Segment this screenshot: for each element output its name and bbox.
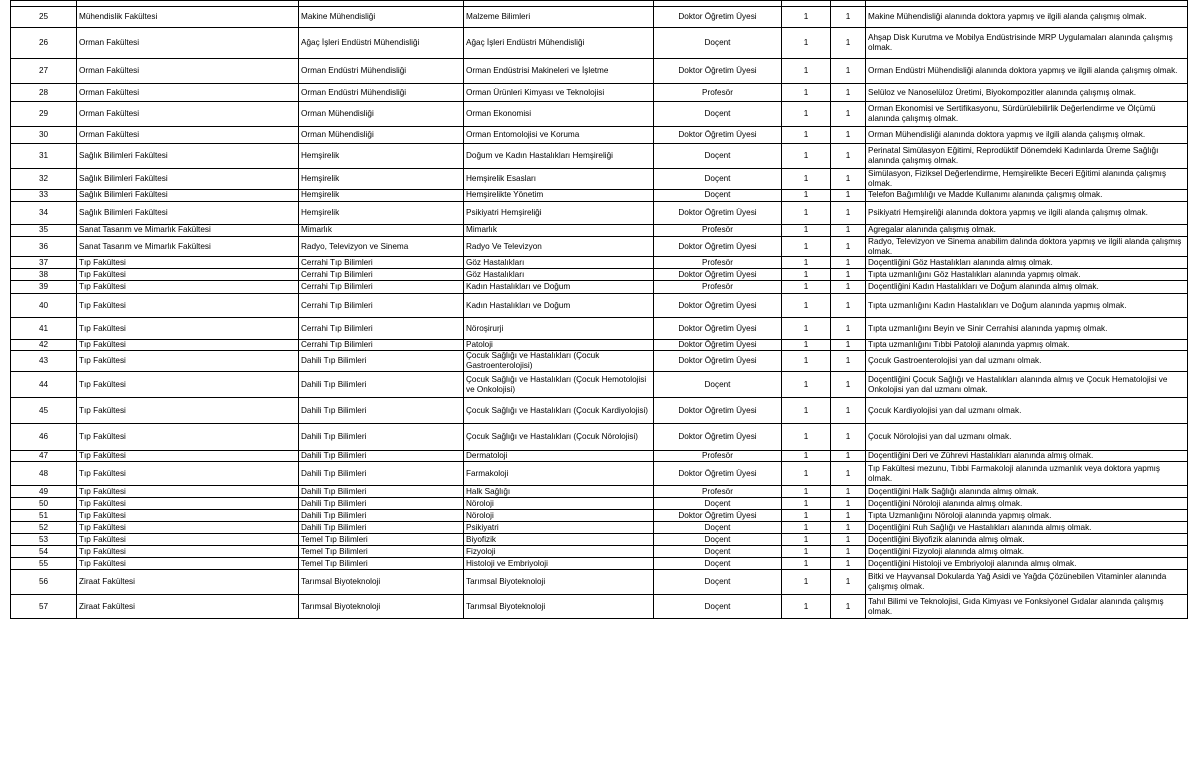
division-cell: Çocuk Sağlığı ve Hastalıkları (Çocuk Gastroenterolojisi) (464, 351, 654, 372)
table-row (11, 486, 1188, 498)
count-cell: 1 (831, 318, 866, 340)
position-table (10, 0, 1188, 619)
department-cell: Dahili Tıp Bilimleri (299, 522, 464, 534)
faculty-cell: Tıp Fakültesi (77, 351, 299, 372)
table-body (11, 1, 1188, 619)
division-cell: Mimarlık (464, 224, 654, 236)
count-cell: 1 (831, 372, 866, 398)
department-cell: Dahili Tıp Bilimleri (299, 372, 464, 398)
faculty-cell: Tıp Fakültesi (77, 510, 299, 522)
degree-cell: 1 (782, 318, 831, 340)
row-number: 44 (11, 372, 77, 398)
department-cell: Dahili Tıp Bilimleri (299, 351, 464, 372)
requirement-cell: Psikiyatri Hemşireliği alanında doktora yapmış ve ilgili alanda çalışmış olmak. (866, 201, 1188, 224)
faculty-cell: Sağlık Bilimleri Fakültesi (77, 169, 299, 190)
faculty-cell: Orman Fakültesi (77, 28, 299, 59)
faculty-cell: Sağlık Bilimleri Fakültesi (77, 144, 299, 169)
title-cell: Doktor Öğretim Üyesi (654, 351, 782, 372)
department-cell: Tarımsal Biyoteknoloji (299, 570, 464, 595)
division-cell: Histoloji ve Embriyoloji (464, 558, 654, 570)
title-cell: Doktor Öğretim Üyesi (654, 127, 782, 144)
requirement-cell: Simülasyon, Fiziksel Değerlendirme, Hemşirelikte Beceri Eğitimi alanında çalışmış olmak. (866, 169, 1188, 190)
count-cell: 1 (831, 127, 866, 144)
division-cell: Tarımsal Biyoteknoloji (464, 570, 654, 595)
table-row (11, 201, 1188, 224)
table-row (11, 462, 1188, 486)
degree-cell: 1 (782, 281, 831, 294)
row-number: 25 (11, 7, 77, 28)
department-cell: Dahili Tıp Bilimleri (299, 398, 464, 424)
degree-cell: 1 (782, 522, 831, 534)
row-number: 34 (11, 201, 77, 224)
row-number: 49 (11, 486, 77, 498)
title-cell: Doktor Öğretim Üyesi (654, 59, 782, 84)
faculty-cell: Orman Fakültesi (77, 84, 299, 102)
faculty-cell: Tıp Fakültesi (77, 462, 299, 486)
table-row (11, 269, 1188, 281)
title-cell: Doktor Öğretim Üyesi (654, 269, 782, 281)
requirement-cell: Doçentliğini Ruh Sağlığı ve Hastalıkları alanında almış olmak. (866, 522, 1188, 534)
row-number: 53 (11, 534, 77, 546)
count-cell: 1 (831, 486, 866, 498)
title-cell: Profesör (654, 281, 782, 294)
division-cell: Halk Sağlığı (464, 486, 654, 498)
row-number: 40 (11, 294, 77, 318)
department-cell: Tarımsal Biyoteknoloji (299, 595, 464, 619)
count-cell: 1 (831, 558, 866, 570)
degree-cell: 1 (782, 398, 831, 424)
row-number: 46 (11, 424, 77, 451)
faculty-cell: Tıp Fakültesi (77, 558, 299, 570)
department-cell: Cerrahi Tıp Bilimleri (299, 340, 464, 351)
requirement-cell: Çocuk Kardiyolojisi yan dal uzmanı olmak. (866, 398, 1188, 424)
faculty-cell: Tıp Fakültesi (77, 522, 299, 534)
faculty-cell: Orman Fakültesi (77, 127, 299, 144)
count-cell: 1 (831, 84, 866, 102)
division-cell: Hemşirelikte Yönetim (464, 189, 654, 201)
requirement-cell: Tıpta Uzmanlığını Nöroloji alanında yapmış olmak. (866, 510, 1188, 522)
requirement-cell: Orman Mühendisliği alanında doktora yapmış ve ilgili alanda çalışmış olmak. (866, 127, 1188, 144)
requirement-cell: Çocuk Nörolojisi yan dal uzmanı olmak. (866, 424, 1188, 451)
requirement-cell: Tıpta uzmanlığını Kadın Hastalıkları ve Doğum alanında yapmış olmak. (866, 294, 1188, 318)
requirement-cell: Telefon Bağımlılığı ve Madde Kullanımı alanında çalışmış olmak. (866, 189, 1188, 201)
table-row (11, 224, 1188, 236)
row-number: 45 (11, 398, 77, 424)
degree-cell: 1 (782, 510, 831, 522)
faculty-cell: Tıp Fakültesi (77, 534, 299, 546)
degree-cell: 1 (782, 28, 831, 59)
degree-cell: 1 (782, 189, 831, 201)
title-cell: Doçent (654, 522, 782, 534)
degree-cell: 1 (782, 486, 831, 498)
title-cell: Doçent (654, 28, 782, 59)
division-cell: Tarımsal Biyoteknoloji (464, 595, 654, 619)
degree-cell: 1 (782, 59, 831, 84)
department-cell: Orman Mühendisliği (299, 102, 464, 127)
department-cell: Hemşirelik (299, 144, 464, 169)
table-row (11, 451, 1188, 462)
degree-cell: 1 (782, 595, 831, 619)
division-cell: Göz Hastalıkları (464, 257, 654, 269)
division-cell: Ağaç İşleri Endüstri Mühendisliği (464, 28, 654, 59)
division-cell: Kadın Hastalıkları ve Doğum (464, 294, 654, 318)
degree-cell: 1 (782, 144, 831, 169)
count-cell: 1 (831, 498, 866, 510)
requirement-cell: Agregalar alanında çalışmış olmak. (866, 224, 1188, 236)
row-number: 51 (11, 510, 77, 522)
degree-cell: 1 (782, 340, 831, 351)
degree-cell: 1 (782, 127, 831, 144)
count-cell: 1 (831, 546, 866, 558)
department-cell: Ağaç İşleri Endüstri Mühendisliği (299, 28, 464, 59)
count-cell: 1 (831, 570, 866, 595)
count-cell: 1 (831, 224, 866, 236)
department-cell: Dahili Tıp Bilimleri (299, 462, 464, 486)
division-cell: Orman Ürünleri Kimyası ve Teknolojisi (464, 84, 654, 102)
table-row (11, 144, 1188, 169)
table-row (11, 294, 1188, 318)
degree-cell: 1 (782, 424, 831, 451)
department-cell: Orman Endüstri Mühendisliği (299, 59, 464, 84)
division-cell: Orman Entomolojisi ve Koruma (464, 127, 654, 144)
title-cell: Profesör (654, 224, 782, 236)
title-cell: Doçent (654, 372, 782, 398)
title-cell: Doktor Öğretim Üyesi (654, 462, 782, 486)
table-row (11, 281, 1188, 294)
requirement-cell: Doçentliğini Biyofizik alanında almış olmak. (866, 534, 1188, 546)
title-cell: Doçent (654, 558, 782, 570)
division-cell: Psikiyatri Hemşireliği (464, 201, 654, 224)
table-row (11, 424, 1188, 451)
requirement-cell: Orman Endüstri Mühendisliği alanında doktora yapmış ve ilgili alanda çalışmış olmak. (866, 59, 1188, 84)
requirement-cell: Bitki ve Hayvansal Dokularda Yağ Asidi ve Yağda Çözünebilen Vitaminler alanında çalışmış olmak. (866, 570, 1188, 595)
department-cell: Dahili Tıp Bilimleri (299, 486, 464, 498)
row-number: 39 (11, 281, 77, 294)
count-cell: 1 (831, 340, 866, 351)
division-cell: Patoloji (464, 340, 654, 351)
row-number: 29 (11, 102, 77, 127)
faculty-cell: Tıp Fakültesi (77, 281, 299, 294)
title-cell: Doçent (654, 534, 782, 546)
row-number: 57 (11, 595, 77, 619)
row-number: 37 (11, 257, 77, 269)
faculty-cell: Sağlık Bilimleri Fakültesi (77, 189, 299, 201)
table-row (11, 351, 1188, 372)
table-row (11, 127, 1188, 144)
row-number: 43 (11, 351, 77, 372)
department-cell: Cerrahi Tıp Bilimleri (299, 318, 464, 340)
row-number: 54 (11, 546, 77, 558)
faculty-cell: Tıp Fakültesi (77, 340, 299, 351)
row-number: 42 (11, 340, 77, 351)
count-cell: 1 (831, 351, 866, 372)
department-cell: Dahili Tıp Bilimleri (299, 498, 464, 510)
department-cell: Cerrahi Tıp Bilimleri (299, 294, 464, 318)
requirement-cell: Doçentliğini Deri ve Zührevi Hastalıkları alanında almış olmak. (866, 451, 1188, 462)
table-row (11, 7, 1188, 28)
table-row (11, 340, 1188, 351)
division-cell: Malzeme Bilimleri (464, 7, 654, 28)
table-row (11, 169, 1188, 190)
department-cell: Dahili Tıp Bilimleri (299, 451, 464, 462)
faculty-cell: Ziraat Fakültesi (77, 595, 299, 619)
title-cell: Doçent (654, 595, 782, 619)
table-row (11, 28, 1188, 59)
count-cell: 1 (831, 281, 866, 294)
count-cell: 1 (831, 7, 866, 28)
degree-cell: 1 (782, 498, 831, 510)
degree-cell: 1 (782, 534, 831, 546)
count-cell: 1 (831, 257, 866, 269)
requirement-cell: Tıpta uzmanlığını Göz Hastalıkları alanında yapmış olmak. (866, 269, 1188, 281)
degree-cell: 1 (782, 570, 831, 595)
requirement-cell: Ahşap Disk Kurutma ve Mobilya Endüstrisinde MRP Uygulamaları alanında çalışmış olmak. (866, 28, 1188, 59)
table-row (11, 510, 1188, 522)
faculty-cell: Sanat Tasarım ve Mimarlık Fakültesi (77, 224, 299, 236)
division-cell: Kadın Hastalıkları ve Doğum (464, 281, 654, 294)
title-cell: Doktor Öğretim Üyesi (654, 318, 782, 340)
faculty-cell: Tıp Fakültesi (77, 294, 299, 318)
division-cell: Radyo Ve Televizyon (464, 236, 654, 257)
division-cell: Göz Hastalıkları (464, 269, 654, 281)
title-cell: Doktor Öğretim Üyesi (654, 510, 782, 522)
title-cell: Doktor Öğretim Üyesi (654, 236, 782, 257)
degree-cell: 1 (782, 351, 831, 372)
table-row (11, 546, 1188, 558)
count-cell: 1 (831, 144, 866, 169)
degree-cell: 1 (782, 201, 831, 224)
faculty-cell: Sanat Tasarım ve Mimarlık Fakültesi (77, 236, 299, 257)
table-row (11, 236, 1188, 257)
department-cell: Hemşirelik (299, 169, 464, 190)
faculty-cell: Orman Fakültesi (77, 59, 299, 84)
division-cell: Hemşirelik Esasları (464, 169, 654, 190)
count-cell: 1 (831, 462, 866, 486)
requirement-cell: Tıp Fakültesi mezunu, Tıbbi Farmakoloji alanında uzmanlık veya doktora yapmış olmak. (866, 462, 1188, 486)
division-cell: Orman Endüstrisi Makineleri ve İşletme (464, 59, 654, 84)
title-cell: Doktor Öğretim Üyesi (654, 7, 782, 28)
requirement-cell: Tahıl Bilimi ve Teknolojisi, Gıda Kimyası ve Fonksiyonel Gıdalar alanında çalışmış olmak. (866, 595, 1188, 619)
title-cell: Profesör (654, 84, 782, 102)
division-cell: Nöroloji (464, 498, 654, 510)
table-row (11, 558, 1188, 570)
division-cell: Nöroloji (464, 510, 654, 522)
row-number: 28 (11, 84, 77, 102)
row-number: 47 (11, 451, 77, 462)
title-cell: Doçent (654, 189, 782, 201)
count-cell: 1 (831, 59, 866, 84)
department-cell: Cerrahi Tıp Bilimleri (299, 257, 464, 269)
degree-cell: 1 (782, 236, 831, 257)
row-number: 32 (11, 169, 77, 190)
department-cell: Temel Tıp Bilimleri (299, 558, 464, 570)
count-cell: 1 (831, 534, 866, 546)
department-cell: Hemşirelik (299, 189, 464, 201)
table-row (11, 189, 1188, 201)
degree-cell: 1 (782, 7, 831, 28)
title-cell: Profesör (654, 451, 782, 462)
faculty-cell: Tıp Fakültesi (77, 269, 299, 281)
degree-cell: 1 (782, 451, 831, 462)
division-cell: Çocuk Sağlığı ve Hastalıkları (Çocuk Hemotolojisi ve Onkolojisi) (464, 372, 654, 398)
division-cell: Nöroşirurji (464, 318, 654, 340)
table-row (11, 318, 1188, 340)
count-cell: 1 (831, 451, 866, 462)
count-cell: 1 (831, 169, 866, 190)
table-row (11, 570, 1188, 595)
faculty-cell: Tıp Fakültesi (77, 318, 299, 340)
faculty-cell: Tıp Fakültesi (77, 498, 299, 510)
table-row (11, 59, 1188, 84)
division-cell: Doğum ve Kadın Hastalıkları Hemşireliği (464, 144, 654, 169)
degree-cell: 1 (782, 558, 831, 570)
requirement-cell: Makine Mühendisliği alanında doktora yapmış ve ilgili alanda çalışmış olmak. (866, 7, 1188, 28)
table-row (11, 595, 1188, 619)
row-number: 26 (11, 28, 77, 59)
count-cell: 1 (831, 102, 866, 127)
department-cell: Radyo, Televizyon ve Sinema (299, 236, 464, 257)
faculty-cell: Ziraat Fakültesi (77, 570, 299, 595)
row-number: 30 (11, 127, 77, 144)
faculty-cell: Sağlık Bilimleri Fakültesi (77, 201, 299, 224)
department-cell: Mimarlık (299, 224, 464, 236)
degree-cell: 1 (782, 84, 831, 102)
department-cell: Temel Tıp Bilimleri (299, 546, 464, 558)
department-cell: Cerrahi Tıp Bilimleri (299, 269, 464, 281)
table-row (11, 398, 1188, 424)
division-cell: Dermatoloji (464, 451, 654, 462)
degree-cell: 1 (782, 546, 831, 558)
requirement-cell: Tıpta uzmanlığını Tıbbi Patoloji alanında yapmış olmak. (866, 340, 1188, 351)
count-cell: 1 (831, 236, 866, 257)
requirement-cell: Doçentliğini Histoloji ve Embriyoloji alanında almış olmak. (866, 558, 1188, 570)
count-cell: 1 (831, 189, 866, 201)
count-cell: 1 (831, 522, 866, 534)
faculty-cell: Mühendislik Fakültesi (77, 7, 299, 28)
faculty-cell: Tıp Fakültesi (77, 546, 299, 558)
requirement-cell: Perinatal Simülasyon Eğitimi, Reprodüktif Dönemdeki Kadınlarda Üreme Sağlığı alanında çalışmış olmak. (866, 144, 1188, 169)
row-number: 27 (11, 59, 77, 84)
degree-cell: 1 (782, 169, 831, 190)
department-cell: Orman Mühendisliği (299, 127, 464, 144)
division-cell: Psikiyatri (464, 522, 654, 534)
requirement-cell: Orman Ekonomisi ve Sertifikasyonu, Sürdürülebilirlik Değerlendirme ve Ölçümü alanında çalışmış olmak. (866, 102, 1188, 127)
faculty-cell: Tıp Fakültesi (77, 257, 299, 269)
department-cell: Hemşirelik (299, 201, 464, 224)
department-cell: Temel Tıp Bilimleri (299, 534, 464, 546)
requirement-cell: Doçentliğini Nöroloji alanında almış olmak. (866, 498, 1188, 510)
title-cell: Doçent (654, 169, 782, 190)
requirement-cell: Doçentliğini Halk Sağlığı alanında almış olmak. (866, 486, 1188, 498)
division-cell: Çocuk Sağlığı ve Hastalıkları (Çocuk Kardiyolojisi) (464, 398, 654, 424)
table-row (11, 84, 1188, 102)
degree-cell: 1 (782, 372, 831, 398)
title-cell: Doktor Öğretim Üyesi (654, 424, 782, 451)
faculty-cell: Tıp Fakültesi (77, 424, 299, 451)
degree-cell: 1 (782, 102, 831, 127)
title-cell: Doçent (654, 144, 782, 169)
count-cell: 1 (831, 398, 866, 424)
title-cell: Profesör (654, 486, 782, 498)
row-number: 56 (11, 570, 77, 595)
count-cell: 1 (831, 294, 866, 318)
division-cell: Orman Ekonomisi (464, 102, 654, 127)
count-cell: 1 (831, 595, 866, 619)
table-row (11, 534, 1188, 546)
degree-cell: 1 (782, 224, 831, 236)
row-number: 55 (11, 558, 77, 570)
count-cell: 1 (831, 201, 866, 224)
requirement-cell: Selüloz ve Nanoselüloz Üretimi, Biyokompozitler alanında çalışmış olmak. (866, 84, 1188, 102)
requirement-cell: Doçentliğini Göz Hastalıkları alanında almış olmak. (866, 257, 1188, 269)
title-cell: Doçent (654, 102, 782, 127)
requirement-cell: Radyo, Televizyon ve Sinema anabilim dalında doktora yapmış ve ilgili alanda çalışmış olmak. (866, 236, 1188, 257)
title-cell: Doçent (654, 498, 782, 510)
title-cell: Doktor Öğretim Üyesi (654, 201, 782, 224)
requirement-cell: Doçentliğini Fizyoloji alanında almış olmak. (866, 546, 1188, 558)
count-cell: 1 (831, 510, 866, 522)
division-cell: Çocuk Sağlığı ve Hastalıkları (Çocuk Nörolojisi) (464, 424, 654, 451)
requirement-cell: Doçentliğini Kadın Hastalıkları ve Doğum alanında almış olmak. (866, 281, 1188, 294)
row-number: 36 (11, 236, 77, 257)
title-cell: Doçent (654, 570, 782, 595)
title-cell: Doktor Öğretim Üyesi (654, 398, 782, 424)
row-number: 48 (11, 462, 77, 486)
department-cell: Dahili Tıp Bilimleri (299, 510, 464, 522)
faculty-cell: Tıp Fakültesi (77, 486, 299, 498)
row-number: 50 (11, 498, 77, 510)
title-cell: Doktor Öğretim Üyesi (654, 294, 782, 318)
row-number: 41 (11, 318, 77, 340)
degree-cell: 1 (782, 257, 831, 269)
row-number: 31 (11, 144, 77, 169)
row-number: 33 (11, 189, 77, 201)
requirement-cell: Çocuk Gastroenterolojisi yan dal uzmanı olmak. (866, 351, 1188, 372)
title-cell: Doktor Öğretim Üyesi (654, 340, 782, 351)
title-cell: Doçent (654, 546, 782, 558)
degree-cell: 1 (782, 462, 831, 486)
department-cell: Orman Endüstri Mühendisliği (299, 84, 464, 102)
degree-cell: 1 (782, 269, 831, 281)
faculty-cell: Tıp Fakültesi (77, 398, 299, 424)
faculty-cell: Tıp Fakültesi (77, 451, 299, 462)
row-number: 52 (11, 522, 77, 534)
degree-cell: 1 (782, 294, 831, 318)
table-row (11, 372, 1188, 398)
table-row (11, 102, 1188, 127)
division-cell: Biyofizik (464, 534, 654, 546)
table-row (11, 522, 1188, 534)
requirement-cell: Doçentliğini Çocuk Sağlığı ve Hastalıkları alanında almış ve Çocuk Hematolojisi ve Onkolojisi yan dal uzmanı olmak. (866, 372, 1188, 398)
requirement-cell: Tıpta uzmanlığını Beyin ve Sinir Cerrahisi alanında yapmış olmak. (866, 318, 1188, 340)
division-cell: Fizyoloji (464, 546, 654, 558)
table-row (11, 498, 1188, 510)
count-cell: 1 (831, 28, 866, 59)
count-cell: 1 (831, 269, 866, 281)
division-cell: Farmakoloji (464, 462, 654, 486)
faculty-cell: Orman Fakültesi (77, 102, 299, 127)
row-number: 38 (11, 269, 77, 281)
table-row (11, 257, 1188, 269)
department-cell: Makine Mühendisliği (299, 7, 464, 28)
count-cell: 1 (831, 424, 866, 451)
faculty-cell: Tıp Fakültesi (77, 372, 299, 398)
department-cell: Dahili Tıp Bilimleri (299, 424, 464, 451)
title-cell: Profesör (654, 257, 782, 269)
row-number: 35 (11, 224, 77, 236)
department-cell: Cerrahi Tıp Bilimleri (299, 281, 464, 294)
